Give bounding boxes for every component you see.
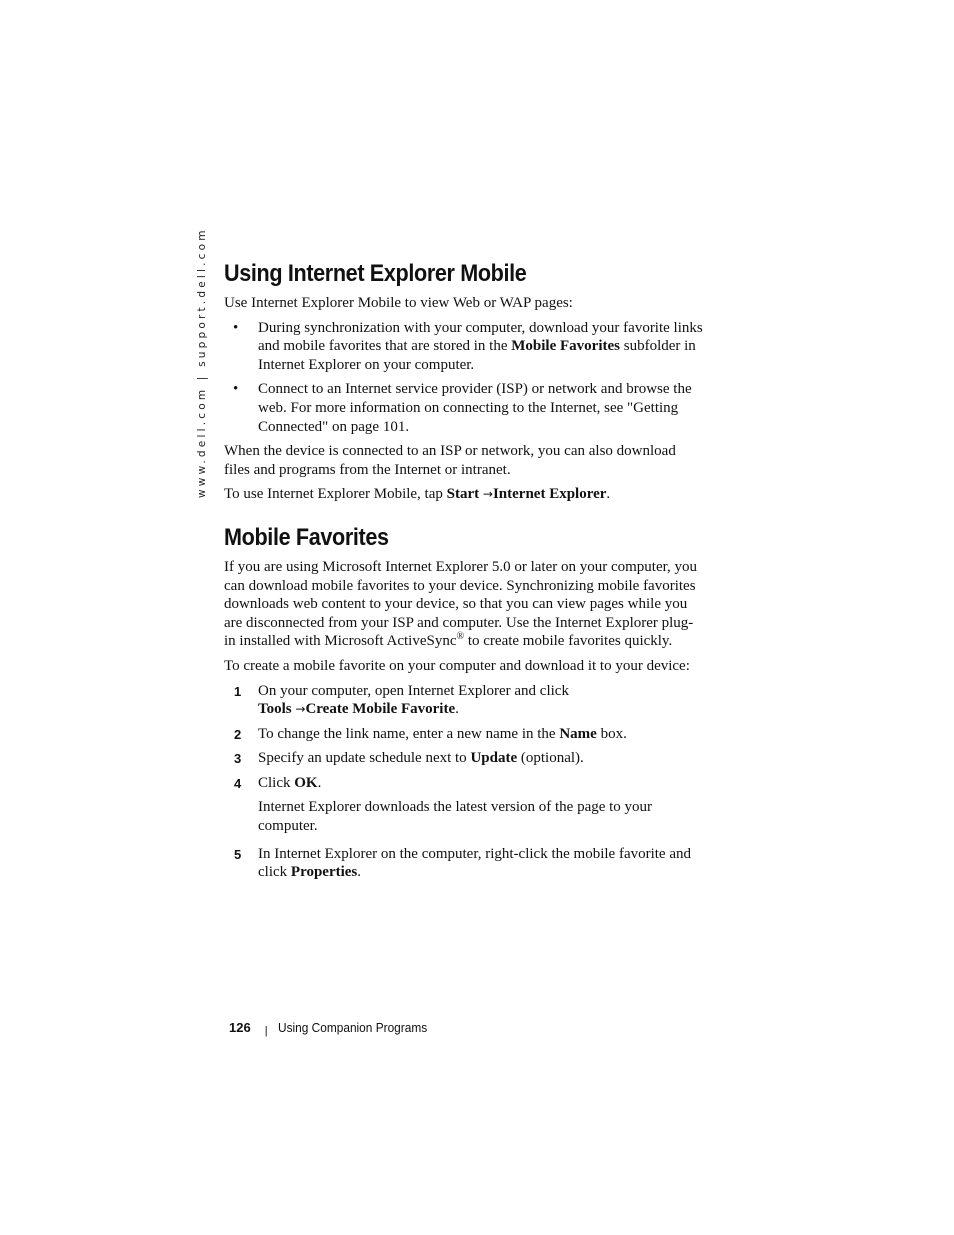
step-number: 4 [234, 775, 242, 791]
page-number: 126 [229, 1020, 251, 1035]
bold-term: Create Mobile Favorite [305, 701, 456, 718]
body-paragraph: If you are using Microsoft Internet Explorer 5.0 or later on your computer, you can download mobile favorites to your device. Synchronizing mobile favorites downloads web content to your device, so that you can view pages while you are disconnected from your ISP and computer. Use the Internet Explorer plug-in installed with Microsoft ActiveSync® to create mobile favorites quickly. [224, 558, 698, 650]
registered-mark: ® [456, 631, 465, 643]
step-note: Internet Explorer downloads the latest version of the page to your computer. [258, 799, 653, 835]
step-number: 5 [234, 846, 242, 862]
page-content [224, 258, 704, 882]
body-paragraph: To use Internet Explorer Mobile, tap Start →Internet Explorer. [224, 486, 611, 503]
list-item: 3 Specify an update schedule next to Update (optional). [224, 749, 704, 768]
bold-term: Update [470, 750, 518, 767]
list-item: • During synchronization with your computer, download your favorite links and mobile favorites that are stored in the Mobile Favorites subfolder in Internet Explorer on your computer. [224, 319, 704, 375]
list-item: 4 Click OK. Internet Explorer downloads the latest version of the page to your computer. [224, 774, 704, 836]
list-item: 5 In Internet Explorer on the computer, right-click the mobile favorite and click Properties. [234, 845, 691, 881]
arrow-icon: → [482, 487, 493, 502]
section-heading-internet-explorer: Using Internet Explorer Mobile [224, 260, 527, 287]
step-number: 2 [234, 726, 242, 742]
footer-separator: | [264, 1025, 268, 1037]
page-footer [229, 1020, 435, 1035]
step-number: 3 [234, 751, 242, 767]
bullet-list [224, 319, 704, 437]
list-item: 2 To change the link name, enter a new name in the Name box. [224, 725, 704, 744]
list-item: 1 On your computer, open Internet Explorer and click Tools →Create Mobile Favorite. [234, 682, 569, 718]
bold-term: Name [559, 725, 597, 742]
arrow-icon: → [295, 702, 306, 717]
step-number: 1 [234, 683, 242, 699]
chapter-title: Using Companion Programs [277, 1021, 427, 1035]
body-paragraph: When the device is connected to an ISP or network, you can also download files and programs from the Internet or intranet. [224, 443, 676, 478]
list-item: • Connect to an Internet service provider (ISP) or network and browse the web. For more information on connecting to the Internet, see "Getting Connected" on page 101. [224, 380, 704, 436]
bold-term: Tools [258, 701, 292, 718]
bold-term: Start [446, 486, 480, 503]
body-paragraph: To create a mobile favorite on your computer and download it to your device: [224, 657, 690, 674]
section-heading-mobile-favorites: Mobile Favorites [224, 523, 389, 551]
bold-term: Mobile Favorites [511, 338, 620, 355]
intro-paragraph: Use Internet Explorer Mobile to view Web or WAP pages: [224, 295, 573, 311]
steps-list [224, 682, 704, 882]
bold-term: OK [294, 774, 318, 791]
bold-term: Internet Explorer [492, 486, 607, 503]
bold-term: Properties [290, 864, 358, 881]
side-url: www.dell.com | support.dell.com [196, 227, 208, 498]
